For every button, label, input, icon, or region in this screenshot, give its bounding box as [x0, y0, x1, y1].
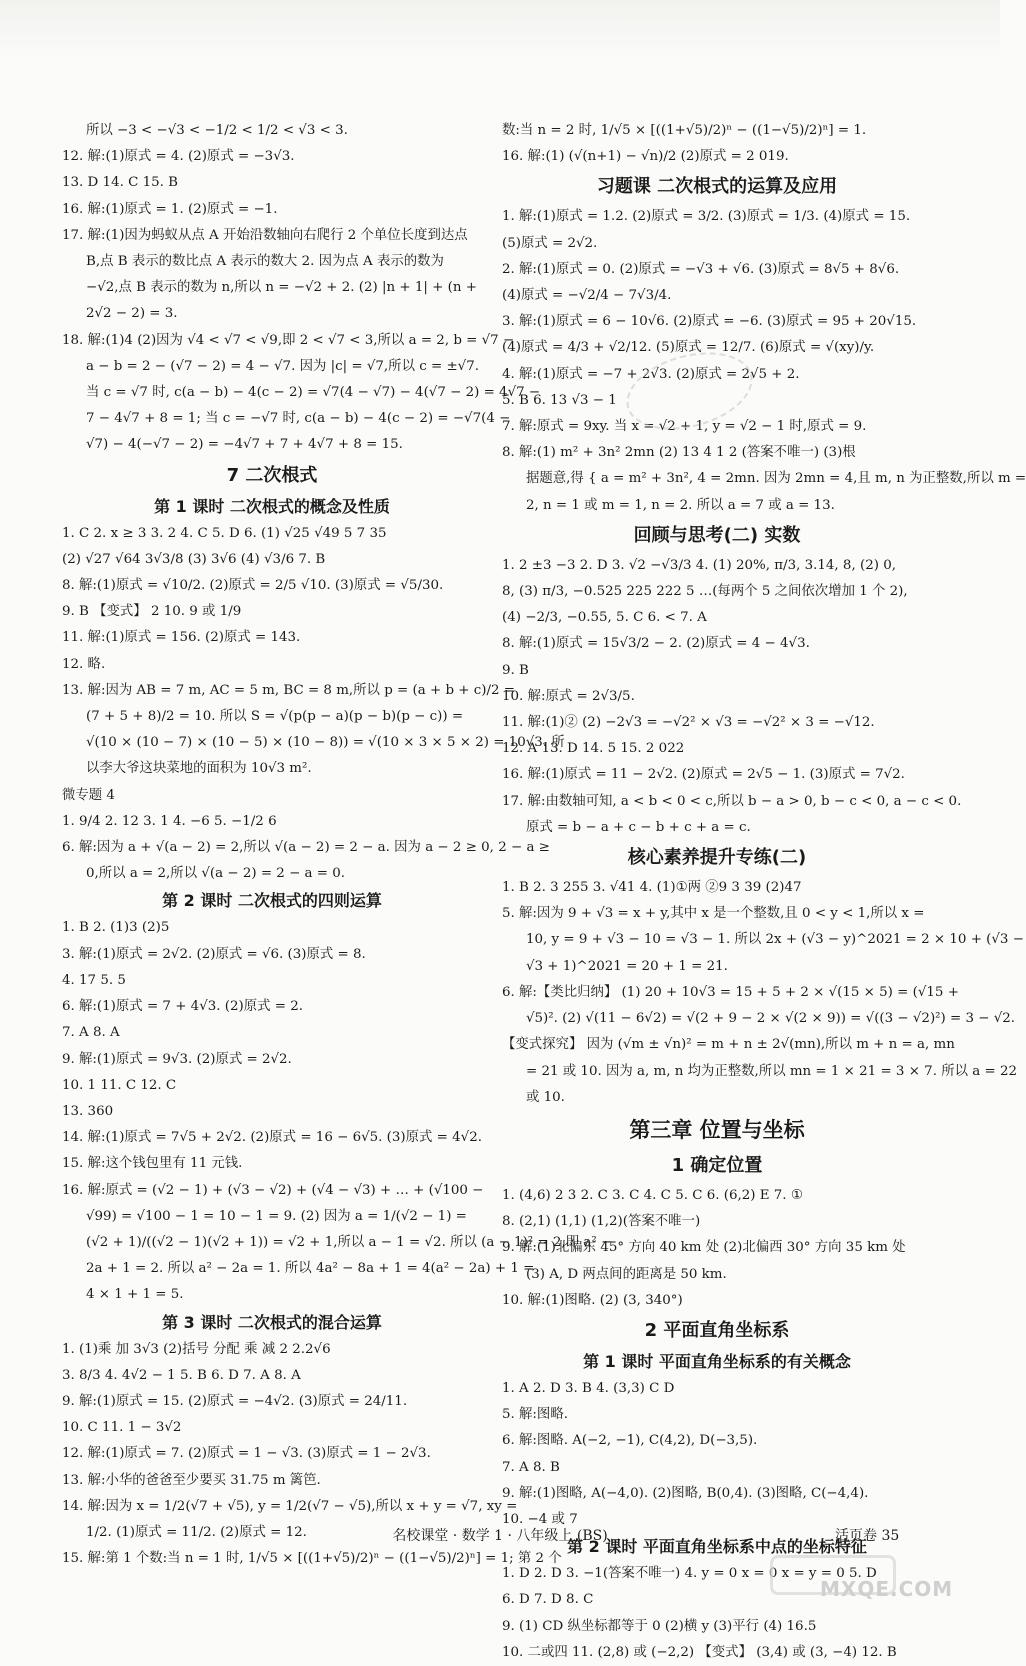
answer-line: 当 c = √7 时, c(a − b) − 4(c − 2) = √7(4 − √7) − 4(√7 − 2) = 4√7 −	[86, 385, 541, 401]
answer-line: 14. 解:因为 x = 1/2(√7 + √5), y = 1/2(√7 − √5),所以 x + y = √7, xy =	[62, 1498, 518, 1514]
section-heading: 习题课 二次根式的运算及应用	[596, 176, 838, 198]
answer-line: 16. 解:原式 = (√2 − 1) + (√3 − √2) + (√4 − √3) + … + (√100 −	[62, 1182, 484, 1198]
answer-line: 18. 解:(1)4 (2)因为 √4 < √7 < √9,即 2 < √7 < 3,所以 a = 2, b = √7 −	[62, 332, 515, 348]
answer-line: 3. 8/3 4. 4√2 − 1 5. B 6. D 7. A 8. A	[62, 1367, 301, 1383]
answer-line: 8. 解:(1)原式 = 15√3/2 − 2. (2)原式 = 4 − 4√3.	[502, 636, 810, 652]
answer-line: 10. 解:原式 = 2√3/5.	[502, 688, 635, 704]
answer-line: 4 × 1 + 1 = 5.	[86, 1287, 184, 1303]
answer-line: 17. 解:由数轴可知, a < b < 0 < c,所以 b − a > 0, b − c < 0, a − c < 0.	[502, 793, 962, 809]
section-heading: 1 确定位置	[671, 1154, 763, 1176]
answer-line: 据题意,得 { a = m² + 3n², 4 = 2mn. 因为 2mn = 4,且 m, n 为正整数,所以 m =	[526, 471, 1026, 487]
answer-line: 1. 9/4 2. 12 3. 1 4. −6 5. −1/2 6	[62, 813, 277, 829]
answer-line: 7 − 4√7 + 8 = 1; 当 c = −√7 时, c(a − b) − 4(c − 2) = −√7(4 −	[86, 411, 511, 427]
answer-line: 9. 解:(1)原式 = 15. (2)原式 = −4√2. (3)原式 = 24/11.	[62, 1393, 408, 1409]
answer-line: 5. B 6. 13 √3 − 1	[502, 392, 617, 408]
answer-line: 9. 解:(1)原式 = 9√3. (2)原式 = 2√2.	[62, 1051, 292, 1067]
answer-line: 10. C 11. 1 − 3√2	[62, 1420, 182, 1436]
answer-line: 9. 解:(1)北偏东 45° 方向 40 km 处 (2)北偏西 30° 方向 35 km 处	[502, 1240, 906, 1256]
answer-line: 14. 解:(1)原式 = 7√5 + 2√2. (2)原式 = 16 − 6√5. (3)原式 = 4√2.	[62, 1130, 482, 1146]
answer-line: 3. 解:(1)原式 = 2√2. (2)原式 = √6. (3)原式 = 8.	[62, 946, 366, 962]
answer-line: 16. 解:(1) (√(n+1) − √n)/2 (2)原式 = 2 019.	[502, 149, 789, 165]
section-heading: 第 2 课时 平面直角坐标系中点的坐标特征	[567, 1537, 867, 1557]
answer-line: 1. 解:(1)原式 = 1.2. (2)原式 = 3/2. (3)原式 = 1/3. (4)原式 = 15.	[502, 209, 911, 225]
answer-line: 数:当 n = 2 时, 1/√5 × [((1+√5)/2)ⁿ − ((1−√5)/2)ⁿ] = 1.	[502, 123, 867, 138]
answer-line: 10. −4 或 7	[502, 1511, 578, 1527]
section-heading: 第 1 课时 二次根式的概念及性质	[154, 496, 390, 516]
answer-line: 5. 解:因为 9 + √3 = x + y,其中 x 是一个整数,且 0 < y < 1,所以 x =	[502, 906, 925, 922]
answer-line: 7. 解:原式 = 9xy. 当 x = √2 + 1, y = √2 − 1 时,原式 = 9.	[502, 419, 867, 435]
answer-line: 6. D 7. D 8. C	[502, 1592, 594, 1608]
answer-line: 2, n = 1 或 m = 1, n = 2. 所以 a = 7 或 a = 13.	[526, 497, 835, 513]
answer-line: 微专题 4	[62, 787, 115, 803]
answer-line: 1. 2 ±3 −3 2. D 3. √2 −√3/3 4. (1) 20%, π/3, 3.14, 8, (2) 0,	[502, 557, 896, 573]
answer-line: 1. (1)乘 加 3√3 (2)括号 分配 乘 减 2 2.2√6	[62, 1341, 331, 1357]
answer-line: 12. 略.	[62, 656, 106, 672]
section-heading: 2 平面直角坐标系	[644, 1319, 790, 1341]
answer-line: √99) = √100 − 1 = 10 − 1 = 9. (2) 因为 a = 1/(√2 − 1) =	[86, 1208, 467, 1224]
section-heading: 第三章 位置与坐标	[629, 1117, 805, 1142]
answer-line: (2) √27 √64 3√3/8 (3) 3√6 (4) √3/6 7. B	[62, 551, 326, 567]
answer-line: 12. 解:(1)原式 = 4. (2)原式 = −3√3.	[62, 149, 295, 165]
answer-line: √7) − 4(−√7 − 2) = −4√7 + 7 + 4√7 + 8 = 15.	[86, 437, 403, 453]
answer-line: 11. 解:(1)② (2) −2√3 = −√2² × √3 = −√2² × 3 = −√12.	[502, 715, 875, 731]
answer-line: 2. 解:(1)原式 = 0. (2)原式 = −√3 + √6. (3)原式 = 8√5 + 8√6.	[502, 261, 900, 277]
answer-line: (3) A, D 两点间的距离是 50 km.	[526, 1266, 727, 1282]
section-heading: 核心素养提升专练(二)	[627, 847, 807, 869]
answer-line: 16. 解:(1)原式 = 11 − 2√2. (2)原式 = 2√5 − 1. (3)原式 = 7√2.	[502, 767, 905, 783]
answer-line: 13. 解:小华的爸爸至少要买 31.75 m 篱笆.	[62, 1472, 321, 1488]
answer-line: 9. B 【变式】 2 10. 9 或 1/9	[62, 604, 242, 620]
answer-line: 13. 360	[62, 1103, 114, 1119]
answer-line: 4. 解:(1)原式 = −7 + 2√3. (2)原式 = 2√5 + 2.	[502, 366, 800, 382]
answer-line: 17. 解:(1)因为蚂蚁从点 A 开始沿数轴向右爬行 2 个单位长度到达点	[62, 227, 468, 243]
answer-line: (4)原式 = 4/3 + √2/12. (5)原式 = 12/7. (6)原式 = √(xy)/y.	[502, 340, 875, 356]
answer-line: 7. A 8. B	[502, 1459, 560, 1475]
answer-line: 6. 解:【类比归纳】 (1) 20 + 10√3 = 15 + 5 + 2 × √(15 × 5) = (√15 +	[502, 984, 959, 1000]
answer-line: 13. D 14. C 15. B	[62, 175, 178, 191]
answer-line: 6. 解:(1)原式 = 7 + 4√3. (2)原式 = 2.	[62, 999, 304, 1015]
answer-line: a − b = 2 − (√7 − 2) = 4 − √7. 因为 |c| = √7,所以 c = ±√7.	[86, 358, 479, 374]
answer-line: 7. A 8. A	[62, 1025, 120, 1041]
section-heading: 回顾与思考(二) 实数	[633, 524, 801, 546]
answer-line: 8. (2,1) (1,1) (1,2)(答案不唯一)	[502, 1214, 701, 1230]
answer-line: 13. 解:因为 AB = 7 m, AC = 5 m, BC = 8 m,所以 p = (a + b + c)/2 =	[62, 682, 515, 698]
answer-line: 0,所以 a = 2,所以 √(a − 2) = 2 − a = 0.	[86, 866, 346, 882]
answer-line: √5)². (2) √(11 − 6√2) = √(2 + 9 − 2 × √(2 × 9)) = √((3 − √2)²) = 3 − √2.	[526, 1011, 1016, 1027]
answer-line: 1. C 2. x ≥ 3 3. 2 4. C 5. D 6. (1) √25 √49 5 7 35	[62, 525, 387, 541]
footer-page-number: 活页卷 35	[835, 1528, 900, 1544]
right-column	[502, 118, 1026, 1666]
answer-line: 2a + 1 = 2. 所以 a² − 2a = 1. 所以 4a² − 8a + 1 = 4(a² − 2a) + 1 =	[86, 1261, 535, 1277]
answer-line: 或 10.	[526, 1089, 565, 1105]
answer-line: 2√2 − 2) = 3.	[86, 306, 178, 322]
answer-line: −√2,点 B 表示的数为 n,所以 n = −√2 + 2. (2) |n + 1| + (n +	[86, 280, 477, 296]
answer-line: 1/2. (1)原式 = 11/2. (2)原式 = 12.	[86, 1524, 307, 1540]
answer-line: (5)原式 = 2√2.	[502, 235, 598, 251]
answer-line: 12. A 13. D 14. 5 15. 2 022	[502, 741, 685, 757]
answer-line: 8. 解:(1) m² + 3n² 2mn (2) 13 4 1 2 (答案不唯一) (3)根	[502, 445, 856, 461]
answer-line: 16. 解:(1)原式 = 1. (2)原式 = −1.	[62, 201, 278, 217]
section-heading: 第 3 课时 二次根式的混合运算	[162, 1312, 382, 1332]
answer-line: 1. D 2. D 3. −1(答案不唯一) 4. y = 0 x = 0 x = y = 0 5. D	[502, 1566, 877, 1582]
answer-line: B,点 B 表示的数比点 A 表示的数大 2. 因为点 A 表示的数为	[86, 254, 444, 270]
watermark-text: MXQE.COM	[820, 1577, 954, 1601]
watermark	[770, 1555, 1000, 1600]
answer-line: √(10 × (10 − 7) × (10 − 5) × (10 − 8)) = √(10 × 3 × 5 × 2) = 10√3. 所	[86, 735, 565, 751]
answer-line: = 21 或 10. 因为 a, m, n 均为正整数,所以 mn = 1 × 21 = 3 × 7. 所以 a = 22	[526, 1063, 1017, 1079]
answer-line: 以李大爷这块菜地的面积为 10√3 m².	[86, 761, 312, 777]
answer-line: 8, (3) π/3, −0.525 225 222 5 …(每两个 5 之间依次增加 1 个 2),	[502, 584, 908, 600]
answer-line: 10. 1 11. C 12. C	[62, 1077, 177, 1093]
answer-line: (7 + 5 + 8)/2 = 10. 所以 S = √(p(p − a)(p − b)(p − c)) =	[86, 709, 464, 725]
answer-line: 9. (1) CD 纵坐标都等于 0 (2)横 y (3)平行 (4) 16.5	[502, 1618, 817, 1634]
section-heading: 第 2 课时 二次根式的四则运算	[162, 891, 382, 911]
answer-line: 9. 解:(1)图略, A(−4,0). (2)图略, B(0,4). (3)图略, C(−4,4).	[502, 1485, 869, 1501]
answer-line: 6. 解:因为 a + √(a − 2) = 2,所以 √(a − 2) = 2 − a. 因为 a − 2 ≥ 0, 2 − a ≥	[62, 840, 550, 856]
answer-line: 10. 二或四 11. (2,8) 或 (−2,2) 【变式】 (3,4) 或 (3, −4) 12. B	[502, 1644, 897, 1660]
answer-line: 4. 17 5. 5	[62, 972, 126, 988]
scan-shade	[0, 0, 1000, 60]
footer-book-title: 名校课堂 · 数学 1 · 八年级上 (BS)	[392, 1528, 608, 1544]
section-heading: 第 1 课时 平面直角坐标系的有关概念	[583, 1351, 851, 1371]
answer-line: 15. 解:第 1 个数:当 n = 1 时, 1/√5 × [((1+√5)/2)ⁿ − ((1−√5)/2)ⁿ] = 1; 第 2 个	[62, 1551, 562, 1567]
answer-line: (4) −2/3, −0.55, 5. C 6. < 7. A	[502, 610, 707, 626]
answer-line: 1. B 2. (1)3 (2)5	[62, 920, 170, 936]
answer-line: (√2 + 1)/((√2 − 1)(√2 + 1)) = √2 + 1,所以 a − 1 = √2. 所以 (a − 1)² = 2,即 a² −	[86, 1234, 613, 1250]
answer-line: 1. A 2. D 3. B 4. (3,3) C D	[502, 1380, 675, 1396]
section-heading: 7 二次根式	[226, 464, 318, 486]
answer-line: 3. 解:(1)原式 = 6 − 10√6. (2)原式 = −6. (3)原式 = 95 + 20√15.	[502, 314, 917, 330]
answer-line: 11. 解:(1)原式 = 156. (2)原式 = 143.	[62, 630, 301, 646]
answer-line: 原式 = b − a + c − b + c + a = c.	[526, 819, 751, 835]
answer-line: (4)原式 = −√2/4 − 7√3/4.	[502, 288, 672, 304]
answer-line: 12. 解:(1)原式 = 7. (2)原式 = 1 − √3. (3)原式 = 1 − 2√3.	[62, 1446, 431, 1462]
answer-line: 6. 解:图略. A(−2, −1), C(4,2), D(−3,5).	[502, 1433, 758, 1449]
answer-line: 所以 −3 < −√3 < −1/2 < 1/2 < √3 < 3.	[86, 123, 348, 138]
answer-line: 5. 解:图略.	[502, 1407, 568, 1423]
answer-line: 8. 解:(1)原式 = √10/2. (2)原式 = 2/5 √10. (3)原式 = √5/30.	[62, 578, 444, 594]
answer-line: 10, y = 9 + √3 − 10 = √3 − 1. 所以 2x + (√3 − y)^2021 = 2 × 10 + (√3 −	[526, 932, 1024, 948]
answer-line: 1. B 2. 3 255 3. √41 4. (1)①两 ②9 3 39 (2)47	[502, 880, 802, 896]
answer-line: 【变式探究】 因为 (√m ± √n)² = m + n ± 2√(mn),所以 m + n = a, mn	[502, 1037, 955, 1053]
answer-line: 1. (4,6) 2 3 2. C 3. C 4. C 5. C 6. (6,2) E 7. ①	[502, 1187, 803, 1203]
answer-line: 10. 解:(1)图略. (2) (3, 340°)	[502, 1292, 683, 1308]
answer-line: √3 + 1)^2021 = 20 + 1 = 21.	[526, 958, 728, 974]
answer-line: 9. B	[502, 662, 529, 678]
answer-line: 15. 解:这个钱包里有 11 元钱.	[62, 1156, 243, 1172]
